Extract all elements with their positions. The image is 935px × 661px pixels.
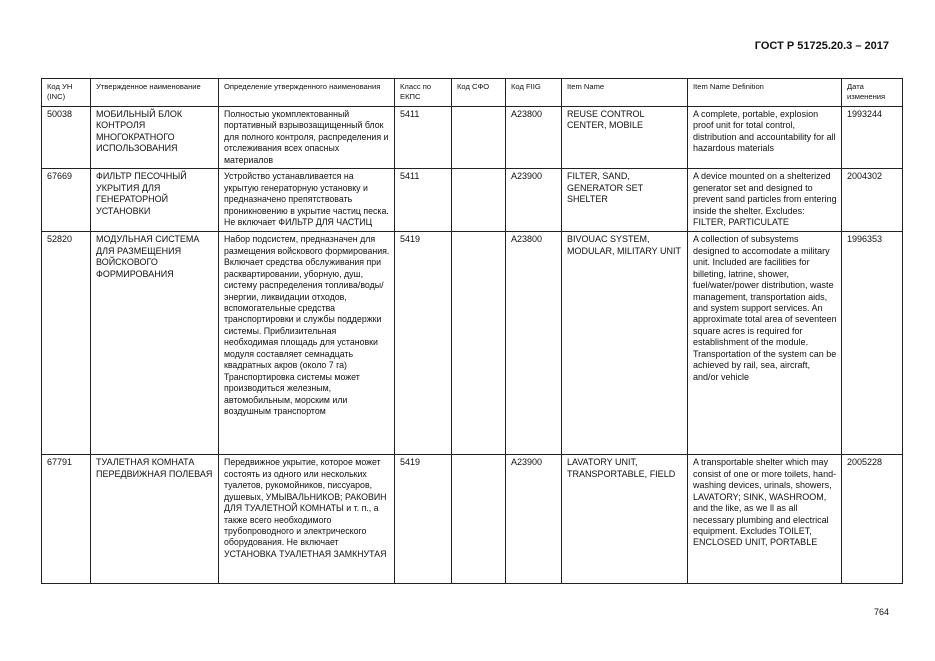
cell-sfo — [452, 455, 506, 584]
cell-date: 2004302 — [842, 169, 903, 232]
cell-class: 5411 — [395, 107, 452, 169]
cell-name-ru: МОДУЛЬНАЯ СИСТЕМА ДЛЯ РАЗМЕЩЕНИЯ ВОЙСКОВОГО ФОРМИРОВАНИЯ — [91, 232, 219, 455]
cell-inc: 52820 — [42, 232, 91, 455]
cell-fiig: A23900 — [506, 169, 562, 232]
column-header-fiig: Код FIIG — [506, 79, 562, 107]
column-header-class: Класс по ЕКПС — [395, 79, 452, 107]
column-header-sfo: Код СФО — [452, 79, 506, 107]
cell-item-definition: A device mounted on a shelterized generator set and designed to prevent sand particles from entering inside the shelter. Excludes: FILTER, PARTICULATE — [688, 169, 842, 232]
document-code: ГОСТ Р 51725.20.3 – 2017 — [754, 40, 889, 52]
cell-name-ru: ТУАЛЕТНАЯ КОМНАТА ПЕРЕДВИЖНАЯ ПОЛЕВАЯ — [91, 455, 219, 584]
cell-name-ru: МОБИЛЬНЫЙ БЛОК КОНТРОЛЯ МНОГОКРАТНОГО ИСПОЛЬЗОВАНИЯ — [91, 107, 219, 169]
cell-inc: 67669 — [42, 169, 91, 232]
cell-inc: 67791 — [42, 455, 91, 584]
cell-class: 5411 — [395, 169, 452, 232]
nomenclature-table — [41, 78, 903, 584]
page-number: 764 — [873, 607, 889, 617]
cell-item-name: REUSE CONTROL CENTER, MOBILE — [562, 107, 688, 169]
column-header-name-ru: Утвержденное наименование — [91, 79, 219, 107]
table-row — [42, 455, 903, 584]
cell-definition-ru: Набор подсистем, предназначен для размещения войскового формирования. Включает средства обслуживания при расквартировании, уборную, душ, систему распределения топлива/воды/энергии, ликвидации отходов, вспомогательные средства транспортировки и службы поддержки системы. Приблизительная необходимая площадь для установки модуля составляет семнадцать квадратных акров (около 7 га) Транспортировка системы может производиться железным, автомобильным, морским или воздушным транспортом — [219, 232, 395, 455]
cell-definition-ru: Устройство устанавливается на укрытую генераторную установку и предназначено препятствовать проникновению в укрытие частиц песка. Не включает ФИЛЬТР ДЛЯ ЧАСТИЦ — [219, 169, 395, 232]
cell-item-definition: A transportable shelter which may consist of one or more toilets, hand-washing devices, urinals, showers, LAVATORY; SINK, WASHROOM, and the like, as we ll as all necessary plumbing and electrical equipment. Excludes TOILET, ENCLOSED UNIT, PORTABLE — [688, 455, 842, 584]
cell-inc: 50038 — [42, 107, 91, 169]
cell-definition-ru: Полностью укомплектованный портативный взрывозащищенный блок для полного контроля, распределения и отслеживания всех опасных материалов — [219, 107, 395, 169]
column-header-inc: Код УН (INC) — [42, 79, 91, 107]
cell-name-ru: ФИЛЬТР ПЕСОЧНЫЙ УКРЫТИЯ ДЛЯ ГЕНЕРАТОРНОЙ УСТАНОВКИ — [91, 169, 219, 232]
table-row — [42, 107, 903, 169]
table-header-row — [42, 79, 903, 107]
cell-item-definition: A collection of subsystems designed to accomodate a military unit. Included are facilities for billeting, latrine, shower, fuel/water/power distribution, waste management, transportation aids, and system support services. An approximate total area of seventeen square acres is required for establishment of the module. Transportation of the system can be achieved by rail, sea, aircraft, and/or vehicle — [688, 232, 842, 455]
column-header-item-definition: Item Name Definition — [688, 79, 842, 107]
column-header-item-name: Item Name — [562, 79, 688, 107]
cell-definition-ru: Передвижное укрытие, которое может состоять из одного или нескольких туалетов, рукомойников, писсуаров, душевых, УМЫВАЛЬНИКОВ; РАКОВИН ДЛЯ ТУАЛЕТНОЙ КОМНАТЫ и т. п., а также всего необходимого трубопроводного и электрического оборудования. Не включает УСТАНОВКА ТУАЛЕТНАЯ ЗАМКНУТАЯ — [219, 455, 395, 584]
cell-sfo — [452, 232, 506, 455]
cell-item-definition: A complete, portable, explosion proof unit for total control, distribution and accountability for all hazardous materials — [688, 107, 842, 169]
column-header-definition-ru: Определение утвержденного наименования — [219, 79, 395, 107]
cell-fiig: A23800 — [506, 232, 562, 455]
cell-sfo — [452, 169, 506, 232]
cell-class: 5419 — [395, 455, 452, 584]
cell-fiig: A23900 — [506, 455, 562, 584]
column-header-date: Дата изменения — [842, 79, 903, 107]
cell-item-name: BIVOUAC SYSTEM, MODULAR, MILITARY UNIT — [562, 232, 688, 455]
cell-date: 2005228 — [842, 455, 903, 584]
cell-item-name: LAVATORY UNIT, TRANSPORTABLE, FIELD — [562, 455, 688, 584]
cell-date: 1993244 — [842, 107, 903, 169]
table-row — [42, 232, 903, 455]
cell-date: 1996353 — [842, 232, 903, 455]
cell-sfo — [452, 107, 506, 169]
table-row — [42, 169, 903, 232]
cell-fiig: A23800 — [506, 107, 562, 169]
cell-item-name: FILTER, SAND, GENERATOR SET SHELTER — [562, 169, 688, 232]
cell-class: 5419 — [395, 232, 452, 455]
